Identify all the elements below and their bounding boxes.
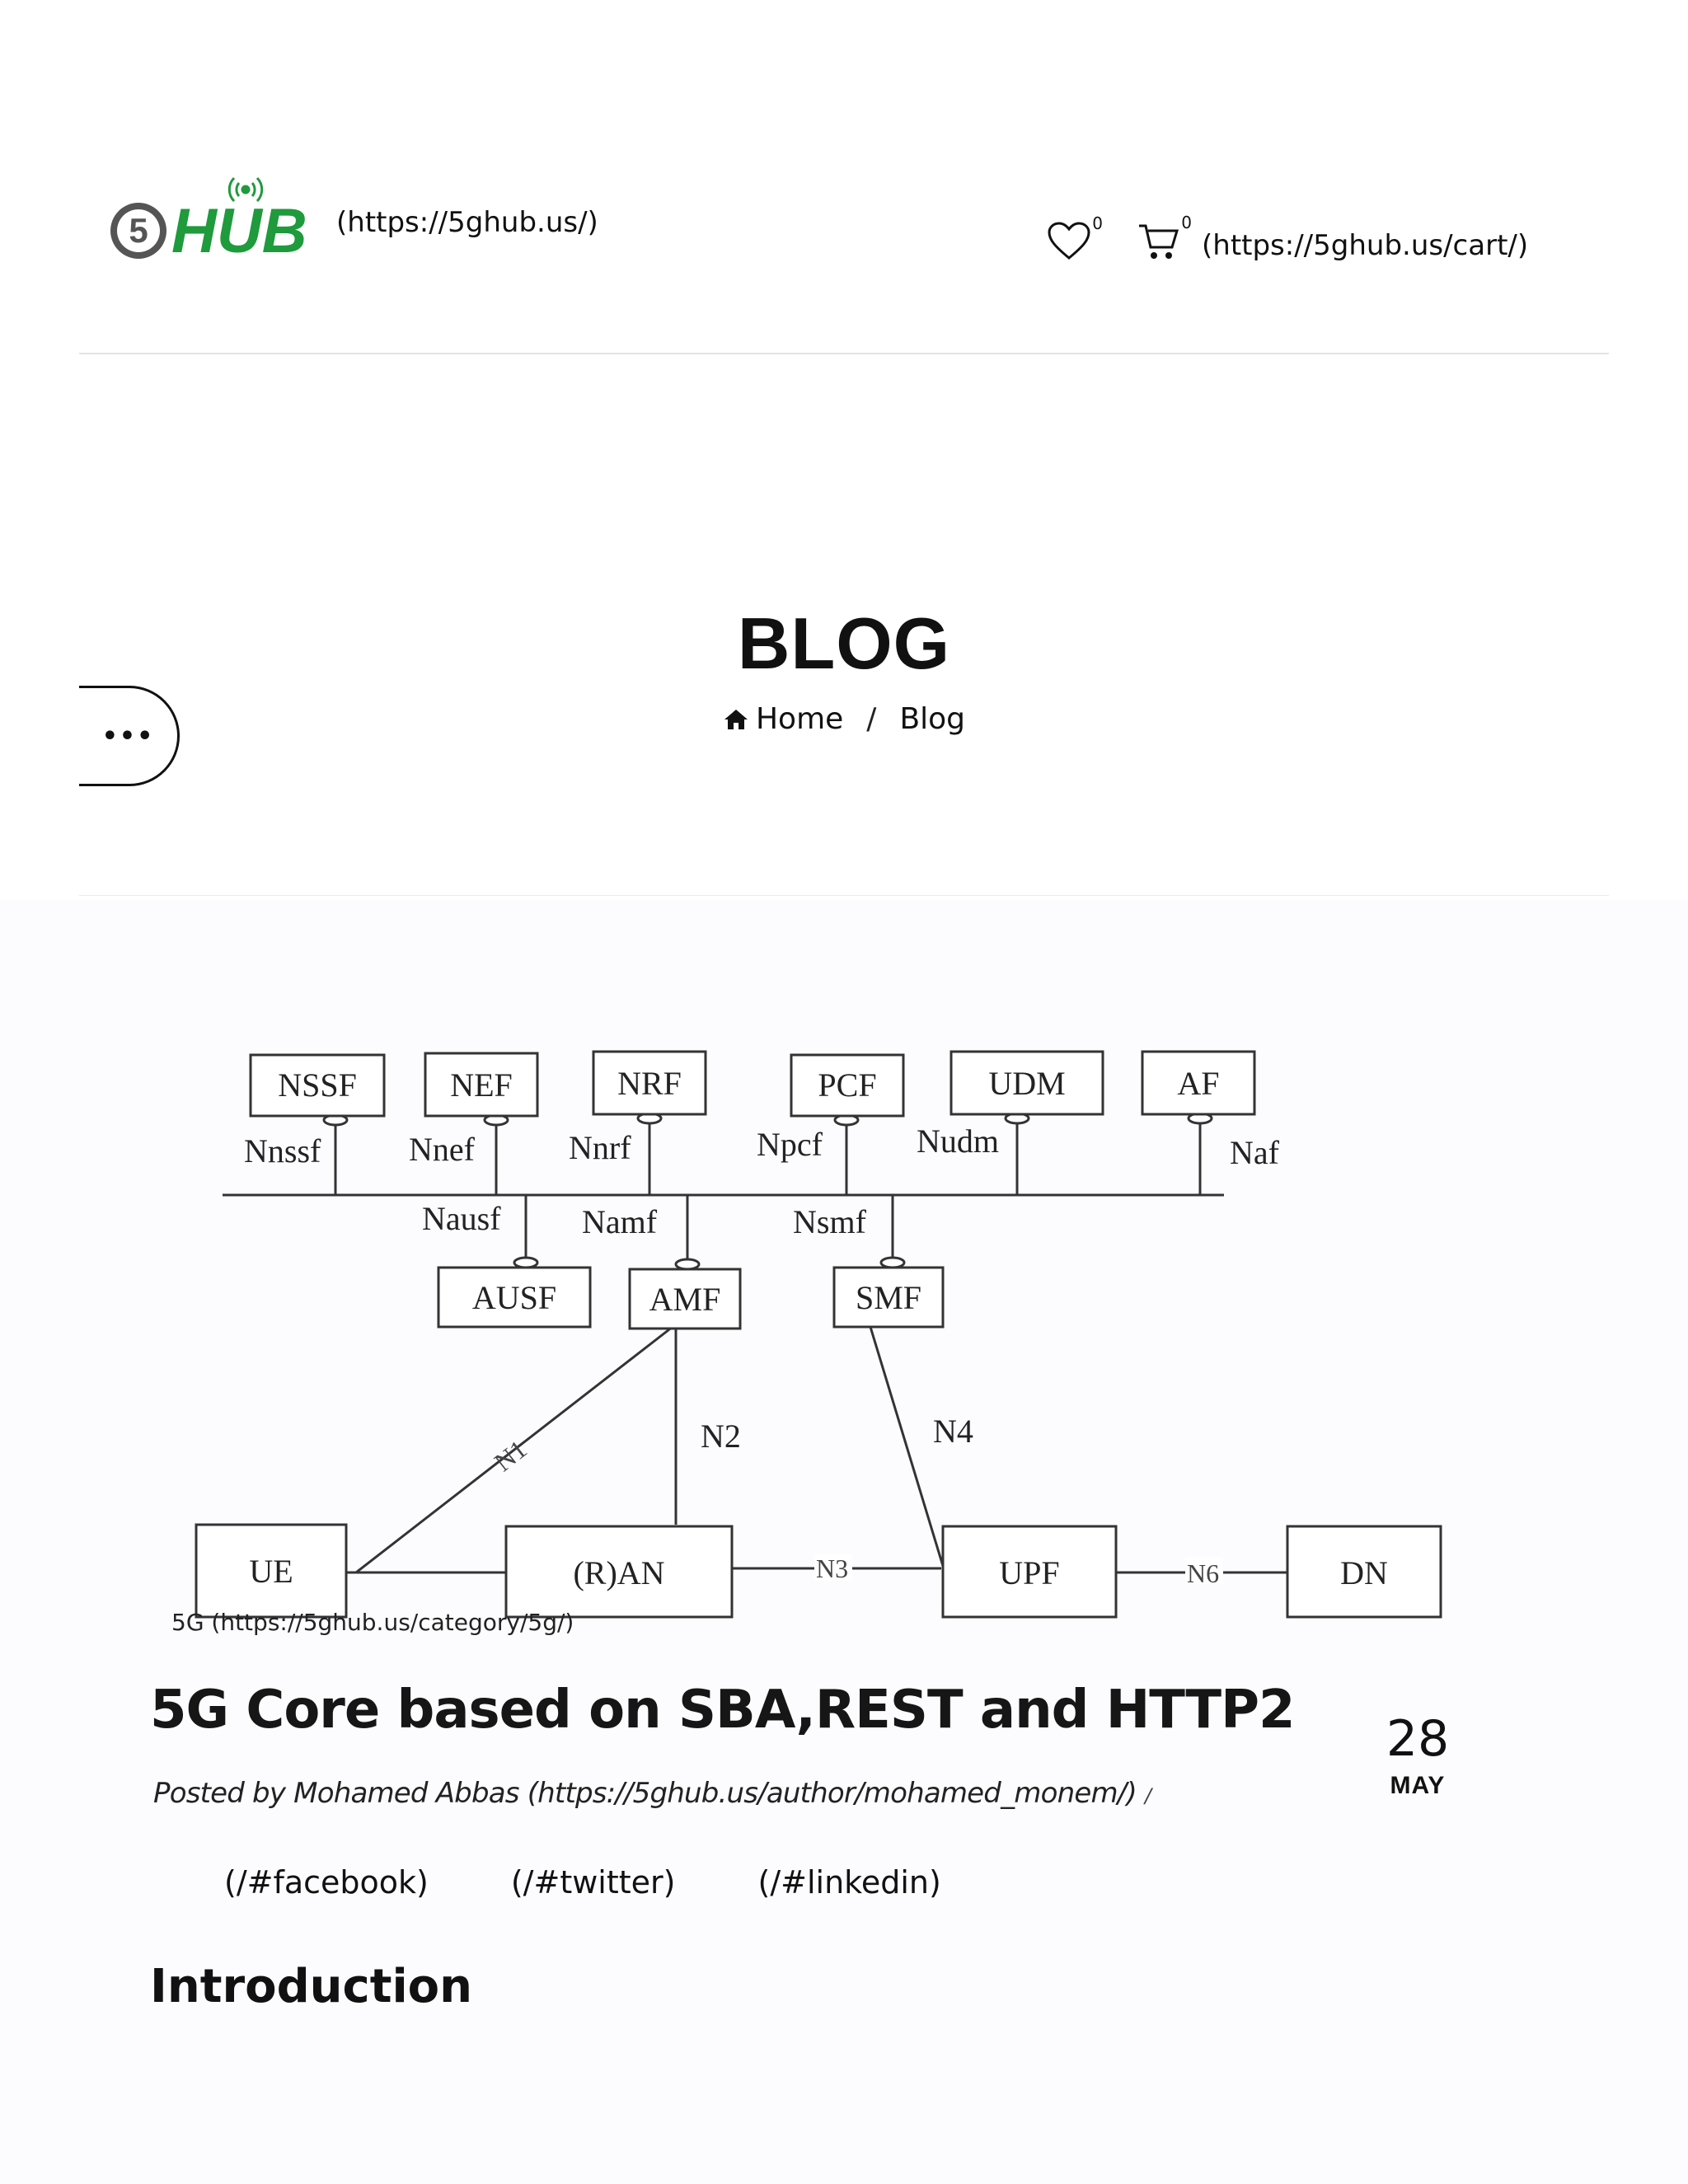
node-pcf: PCF [818,1066,877,1104]
iface-nnrf: Nnrf [569,1129,631,1166]
link-n4-line [870,1327,943,1566]
wishlist-count: 0 [1092,213,1103,233]
section-divider [79,895,1609,896]
logo-url: (https://5ghub.us/) [336,206,598,239]
architecture-diagram [181,1038,1451,1632]
link-n4-label: N4 [933,1413,973,1450]
category-link[interactable]: 5G (https://5ghub.us/category/5g/) [171,1609,574,1636]
node-smf: SMF [855,1279,922,1316]
share-twitter-link[interactable]: (/#twitter) [510,1864,676,1900]
iface-npcf: Npcf [757,1126,823,1163]
breadcrumb-home[interactable]: Home [755,702,844,736]
iface-namf: Namf [582,1203,658,1240]
iface-nnef: Nnef [409,1131,475,1168]
node-amf: AMF [649,1281,721,1318]
iface-nnssf: Nnssf [244,1132,321,1169]
logo-image [107,173,331,264]
author-link[interactable]: Posted by Mohamed Abbas (https://5ghub.us/author/mohamed_monem/) [153,1777,1137,1810]
date-month: MAY [1390,1772,1446,1799]
breadcrumb-separator: / [866,702,877,736]
date-day: 28 [1386,1710,1450,1768]
home-icon [723,708,749,731]
node-af: AF [1177,1065,1220,1102]
post-title: 5G Core based on SBA,REST and HTTP2 [150,1680,1295,1741]
header-actions [1047,213,1529,269]
node-ausf: AUSF [471,1279,557,1316]
iface-nudm: Nudm [917,1122,999,1160]
node-ran: (R)AN [573,1554,665,1591]
more-button[interactable] [79,686,180,786]
node-upf: UPF [999,1554,1060,1591]
header-divider [79,353,1609,354]
share-linkedin-link[interactable]: (/#linkedin) [757,1864,941,1900]
link-n2-label: N2 [701,1418,741,1455]
post-meta [153,1777,1151,1810]
cart-icon [1137,221,1180,262]
share-facebook-link[interactable]: (/#facebook) [224,1864,429,1900]
node-udm: UDM [988,1065,1066,1102]
meta-separator: / [1144,1784,1151,1807]
heart-icon [1047,222,1091,261]
intro-heading: Introduction [150,1960,473,2013]
logo-link[interactable] [107,173,598,264]
cart-count: 0 [1181,213,1192,232]
wishlist-button[interactable] [1047,213,1103,269]
date-badge [1335,1710,1500,1800]
cart-url-link[interactable]: (https://5ghub.us/cart/) [1202,228,1529,262]
page-title: BLOG [737,602,951,684]
iface-nausf: Nausf [422,1200,501,1237]
logo-digit: 5 [129,211,148,250]
iface-nsmf: Nsmf [793,1203,866,1240]
site-header [0,0,1688,356]
more-dots-icon: ••• [101,721,155,751]
iface-naf: Naf [1230,1134,1279,1171]
breadcrumb [0,702,1688,736]
link-n3-label: N3 [816,1554,849,1583]
node-nef: NEF [450,1066,513,1104]
logo-word: HUB [171,196,307,264]
link-n6-label: N6 [1187,1558,1220,1588]
node-dn: DN [1340,1554,1388,1591]
share-links [224,1864,1024,1900]
breadcrumb-current: Blog [899,702,966,736]
link-n1-label: N1 [488,1433,532,1478]
cart-button[interactable] [1137,213,1192,269]
node-nrf: NRF [617,1065,682,1102]
node-ue: UE [249,1553,293,1590]
node-nssf: NSSF [278,1066,357,1104]
